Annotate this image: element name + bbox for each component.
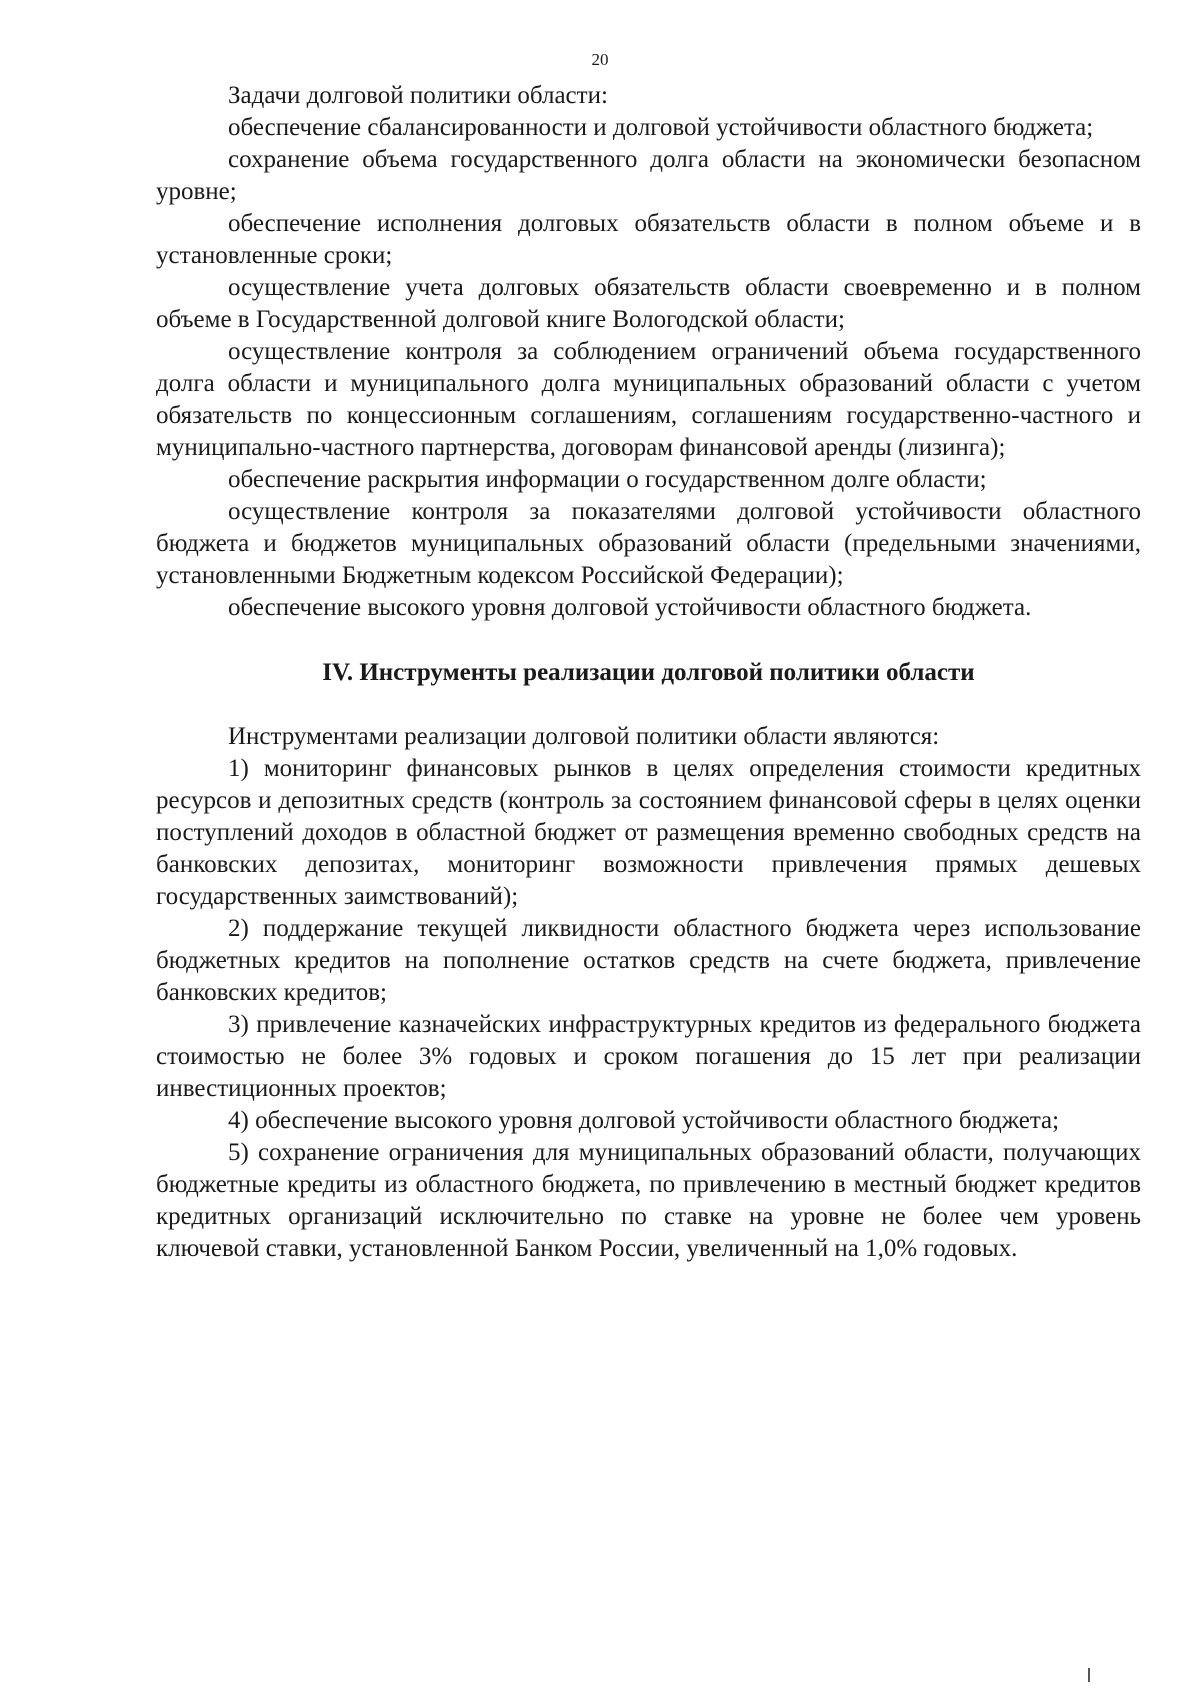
instruments-intro: Инструментами реализации долговой политики области являются: <box>228 723 940 750</box>
document-body <box>156 80 1141 1265</box>
scan-mark <box>1088 1668 1090 1682</box>
task-item: осуществление учета долговых обязательств области своевременно и в полном объеме в Государственной долговой книге Вологодской области; <box>156 274 1141 333</box>
instruments-section <box>156 721 1141 1265</box>
task-item: осуществление контроля за показателями долговой устойчивости областного бюджета и бюджетов муниципальных образований области (предельными значениями, установленными Бюджетным кодексом Российской Федерации); <box>156 498 1141 589</box>
instrument-item: 1) мониторинг финансовых рынков в целях определения стоимости кредитных ресурсов и депозитных средств (контроль за состоянием финансовой сферы в целях оценки поступлений доходов в областной бюджет от размещения временно свободных средств на банковских депозитах, мониторинг возможности привлечения прямых дешевых государственных заимствований); <box>156 755 1141 910</box>
task-item: обеспечение раскрытия информации о государственном долге области; <box>228 466 987 493</box>
instrument-item: 4) обеспечение высокого уровня долговой устойчивости областного бюджета; <box>228 1107 1060 1134</box>
instrument-item: 3) привлечение казначейских инфраструктурных кредитов из федерального бюджета стоимостью не более 3% годовых и сроком погашения до 15 лет при реализации инвестиционных проектов; <box>156 1011 1141 1102</box>
instrument-item: 2) поддержание текущей ликвидности областного бюджета через использование бюджетных кредитов на пополнение остатков средств на счете бюджета, привлечение банковских кредитов; <box>156 915 1141 1006</box>
instrument-item: 5) сохранение ограничения для муниципальных образований области, получающих бюджетные кредиты из областного бюджета, по привлечению в местный бюджет кредитов кредитных организаций исключительно по ставке на уровне не более чем уровень ключевой ставки, установленной Банком России, увеличенный на 1,0% годовых. <box>156 1139 1141 1262</box>
task-item: обеспечение исполнения долговых обязательств области в полном объеме и в установленные сроки; <box>156 210 1141 269</box>
task-item: сохранение объема государственного долга области на экономически безопасном уровне; <box>156 146 1141 205</box>
tasks-intro: Задачи долговой политики области: <box>228 82 608 109</box>
page-number: 20 <box>591 50 609 69</box>
task-item: осуществление контроля за соблюдением ограничений объема государственного долга области и муниципального долга муниципальных образований области с учетом обязательств по концессионным соглашениям, соглашениям государственно-частного и муниципально-частного партнерства, договорам финансовой аренды (лизинга); <box>156 338 1141 461</box>
section-heading: IV. Инструменты реализации долговой политики области <box>322 659 975 686</box>
task-item: обеспечение высокого уровня долговой устойчивости областного бюджета. <box>228 594 1032 621</box>
task-item: обеспечение сбалансированности и долговой устойчивости областного бюджета; <box>228 114 1094 141</box>
